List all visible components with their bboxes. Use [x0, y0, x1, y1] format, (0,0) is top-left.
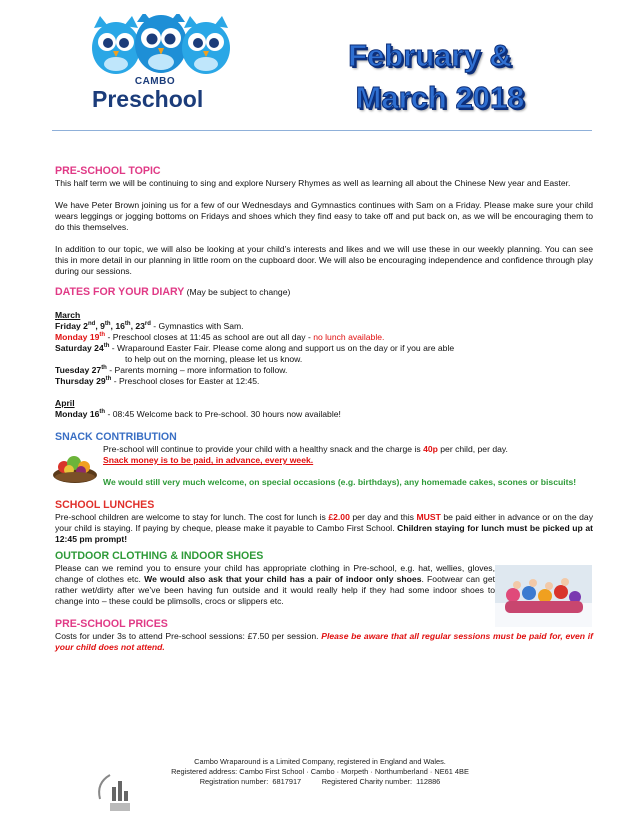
lunch-text: Pre-school children are welcome to stay for lunch. The cost for lunch is £2.00 per day and this MUST be paid either in advance or on the day your child is staying. If paying by cheque, please make it payable to Cambo First School. Children staying for lunch must be picked up at 12:45 pm prompt!: [55, 512, 593, 544]
children-in-snow-photo: [495, 565, 592, 627]
footer-address-line: Registered address: Cambo First School · Cambo · Morpeth · Northumberland · NE61 4BE: [171, 767, 469, 776]
logo-preschool-text: Preschool: [92, 86, 204, 112]
outdoor-section: [55, 563, 593, 607]
april-heading: April: [55, 398, 75, 408]
topic-paragraph-2: We have Peter Brown joining us for a few of our Wednesdays and Gymnastics continues with Sam on a Friday. Please make sure your child wears leggings or jogging bottoms on Fridays and shoes which they find easy to take off and put back on, as we will be encouraging them to do this themselves.: [55, 200, 593, 232]
footer-company-line: Cambo Wraparound is a Limited Company, registered in England and Wales.: [194, 757, 446, 766]
logo-cambo-text: CAMBO: [134, 76, 176, 87]
topic-heading: PRE-SCHOOL TOPIC: [55, 165, 161, 177]
diary-entry-parents-morning: Tuesday 27th - Parents morning – more information to follow.: [55, 365, 288, 375]
footer-registration-line: Registration number: 6817917 Registered Charity number: 112886: [199, 777, 441, 786]
snack-text: Pre-school will continue to provide your child with a healthy snack and the charge is 40p per child, per day. Snack money is to be paid, in advance, every week.: [103, 444, 508, 465]
snack-heading: SNACK CONTRIBUTION: [55, 431, 177, 443]
outdoor-text: Please can we remind you to ensure your child has appropriate clothing in Pre-school, e.g. hat, wellies, gloves, change of clothes etc. We would also ask that your child has a pair of indoor only shoes. Footwear can get rather wet/dirty after we’ve been having fun outside and it would really help if they had some indoor shoes to change into – these could be plimsolls, crocs or slippers etc.: [55, 563, 495, 606]
newsletter-title-line1: February &: [348, 38, 512, 73]
topic-paragraph-1: This half term we will be continuing to sing and explore Nursery Rhymes as well as learning all about the Chinese New year and Easter.: [55, 178, 571, 188]
diary-note: (May be subject to change): [184, 287, 291, 297]
cambo-preschool-logo: [86, 14, 236, 110]
prices-text: Costs for under 3s to attend Pre-school sessions: £7.50 per session. Please be aware that all regular sessions must be paid for, even if your child does not attend.: [55, 631, 593, 652]
diary-entry-monday-19: Monday 19th - Preschool closes at 11:45 as school are out all day - no lunch available.: [55, 332, 385, 342]
snack-homemade-note: We would still very much welcome, on special occasions (e.g. birthdays), any homemade cakes, scones or biscuits!: [103, 477, 577, 487]
march-heading: March: [55, 310, 81, 320]
topic-paragraph-3: In addition to our topic, we will also be looking at your child’s interests and likes and we will use these in our weekly planning. You can see this in more detail in our planning in little room on the cupboard door. We will also be encouraging independence and confidence through play during our sessions.: [55, 244, 593, 276]
lunch-heading: SCHOOL LUNCHES: [55, 499, 155, 511]
snack-section: [55, 444, 593, 488]
prices-heading: PRE-SCHOOL PRICES: [55, 618, 168, 630]
diary-heading: DATES FOR YOUR DIARY: [55, 286, 185, 298]
outdoor-heading: OUTDOOR CLOTHING & INDOOR SHOES: [55, 550, 264, 562]
footer: [100, 757, 540, 787]
fruit-bowl-icon: [52, 448, 98, 486]
owl-family-icon: [86, 14, 236, 76]
snack-payment-note: Snack money is to be paid, in advance, every week.: [103, 455, 314, 465]
newsletter-content: [55, 165, 593, 653]
newsletter-title-line2: March 2018: [355, 80, 525, 115]
diary-entry-easter-fair: Saturday 24th - Wraparound Easter Fair. Please come along and support us on the day or if you are able: [55, 343, 455, 353]
diary-entry-easter-fair-cont: to help out on the morning, please let us know.: [125, 354, 303, 364]
diary-heading-row: [55, 286, 593, 299]
diary-entry-welcome-back: Monday 16th - 08:45 Welcome back to Pre-school. 30 hours now available!: [55, 409, 341, 419]
diary-entry-easter-close: Thursday 29th - Preschool closes for Easter at 12:45.: [55, 376, 260, 386]
diary-entry-gymnastics: Friday 2nd, 9th, 16th, 23rd - Gymnastics with Sam.: [55, 321, 244, 331]
header-divider: [52, 130, 592, 131]
